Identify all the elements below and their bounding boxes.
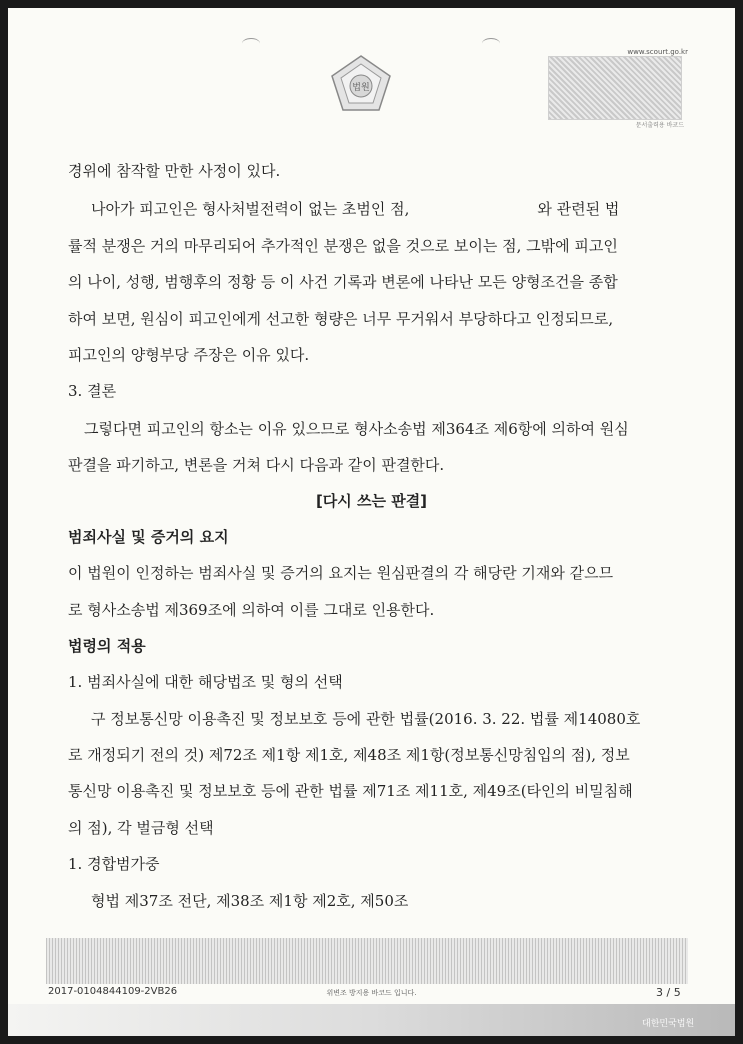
body-line: 구 정보통신망 이용촉진 및 정보보호 등에 관한 법률(2016. 3. 22. 법률 제14080호	[91, 710, 641, 728]
body-line: 로 형사소송법 제369조에 의하여 이를 그대로 인용한다.	[68, 601, 435, 619]
body-line: 1. 범죄사실에 대한 해당법조 및 형의 선택	[68, 673, 343, 691]
footer-notice: 위변조 방지용 바코드 입니다.	[326, 989, 417, 997]
body-line: 의 점), 각 벌금형 선택	[68, 819, 214, 837]
body-line: 의 나이, 성행, 범행후의 정황 등 이 사건 기록과 변론에 나타난 모든 양형조건을 종합	[68, 273, 618, 291]
punch-hole	[482, 38, 500, 49]
body-line: 로 개정되기 전의 것) 제72조 제1항 제1호, 제48조 제1항(정보통신망침입의 점), 정보	[68, 746, 630, 764]
document-id: 2017-0104844109-2VB26	[48, 986, 178, 997]
body-line: 피고인의 양형부당 주장은 이유 있다.	[68, 346, 310, 364]
body-line: 1. 경합범가중	[68, 855, 160, 873]
body-line: 하여 보면, 원심이 피고인에게 선고한 형량은 너무 무거워서 부당하다고 인정되므로,	[68, 310, 614, 328]
body-line	[91, 198, 619, 219]
body-line: 경위에 참작할 만한 사정이 있다.	[68, 162, 281, 180]
barcode-image	[548, 56, 682, 120]
barcode-url: www.scourt.go.kr	[627, 48, 688, 56]
facts-heading: 범죄사실 및 증거의 요지	[68, 528, 229, 546]
punch-hole	[242, 38, 260, 49]
body-line-part: 나아가 피고인은 형사처벌전력이 없는 초범인 점,	[91, 200, 410, 218]
rejudgment-heading: [다시 쓰는 판결]	[315, 492, 428, 510]
page-number: 3 / 5	[656, 986, 681, 999]
court-label: 대한민국법원	[642, 1019, 695, 1029]
body-line: 그렇다면 피고인의 항소는 이유 있으므로 형사소송법 제364조 제6항에 의하여 원심	[84, 420, 629, 438]
barcode-caption: 문서출력용 바코드	[635, 122, 684, 129]
body-line-part: 와 관련된 법	[537, 200, 620, 218]
body-line: 률적 분쟁은 거의 마무리되어 추가적인 분쟁은 없을 것으로 보이는 점, 그밖에 피고인	[68, 237, 618, 255]
footer-barcode	[46, 938, 688, 984]
svg-text:법원: 법원	[352, 83, 370, 93]
body-line: 통신망 이용촉진 및 정보보호 등에 관한 법률 제71조 제11호, 제49조(타인의 비밀침해	[68, 782, 633, 800]
court-emblem-icon	[330, 54, 392, 112]
body-line: 형법 제37조 전단, 제38조 제1항 제2호, 제50조	[91, 892, 409, 910]
body-line: 판결을 파기하고, 변론을 거쳐 다시 다음과 같이 판결한다.	[68, 456, 445, 474]
barcode-area	[548, 48, 688, 129]
law-heading: 법령의 적용	[68, 637, 146, 655]
document-page	[8, 8, 735, 1036]
bottom-bar	[8, 1004, 735, 1036]
body-line: 이 법원이 인정하는 범죄사실 및 증거의 요지는 원심판결의 각 해당란 기재와 같으므	[68, 564, 614, 582]
section-heading: 3. 결론	[68, 382, 117, 400]
